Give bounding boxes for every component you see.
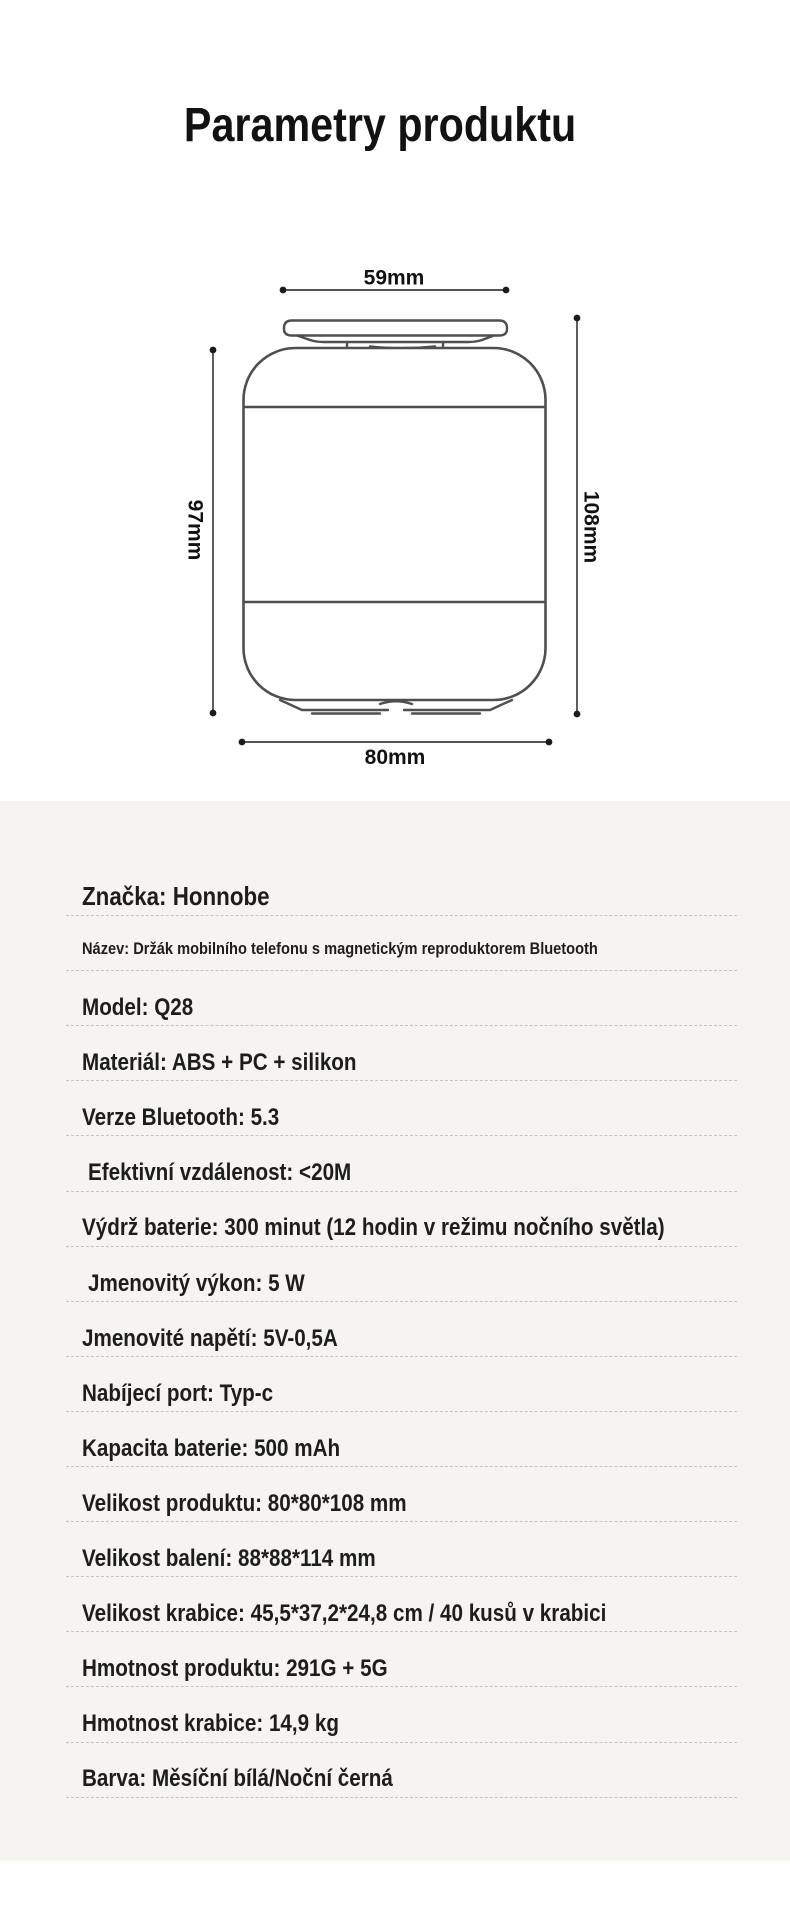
spec-row-text: Hmotnost produktu: 291G + 5G <box>82 1655 388 1683</box>
spec-row <box>66 916 737 971</box>
spec-row <box>66 1136 737 1191</box>
spec-row-text: Kapacita baterie: 500 mAh <box>82 1434 341 1462</box>
product-diagram-svg <box>150 255 660 775</box>
spec-row <box>66 1687 737 1742</box>
product-top-plate <box>284 321 507 350</box>
product-body <box>244 348 546 700</box>
dimension-right <box>574 315 581 718</box>
spec-row-text: Velikost balení: 88*88*114 mm <box>82 1545 376 1573</box>
spec-row-text: Nabíjecí port: Typ-c <box>82 1379 274 1407</box>
spec-row <box>66 861 737 916</box>
page-title <box>0 101 760 151</box>
spec-row <box>66 1081 737 1136</box>
spec-row-text: Model: Q28 <box>82 994 194 1022</box>
spec-list <box>66 801 737 1798</box>
spec-row-text: Značka: Honnobe <box>82 880 270 911</box>
spec-row-text: Verze Bluetooth: 5.3 <box>82 1104 280 1132</box>
dimension-bottom <box>239 739 553 746</box>
spec-row-text: Jmenovité napětí: 5V-0,5A <box>82 1324 338 1352</box>
spec-row <box>66 1522 737 1577</box>
spec-row <box>66 1357 737 1412</box>
spec-row <box>66 1743 737 1798</box>
spec-panel <box>0 801 790 1861</box>
dim-left-label: 97mm <box>183 499 207 561</box>
spec-row-text: Efektivní vzdálenost: <20M <box>88 1159 352 1187</box>
spec-row-text: Velikost krabice: 45,5*37,2*24,8 cm / 40 kusů v krabici <box>82 1600 607 1628</box>
spec-row <box>66 1192 737 1247</box>
page-title-text: Parametry produktu <box>183 99 577 152</box>
spec-row-text: Jmenovitý výkon: 5 W <box>88 1269 305 1297</box>
dim-right-label: 108mm <box>579 490 603 564</box>
spec-row <box>66 1412 737 1467</box>
product-diagram <box>150 255 660 775</box>
spec-row <box>66 971 737 1026</box>
spec-row-text: Materiál: ABS + PC + silikon <box>82 1049 357 1077</box>
spec-row <box>66 1632 737 1687</box>
spec-row <box>66 1467 737 1522</box>
spec-row-text: Hmotnost krabice: 14,9 kg <box>82 1710 339 1738</box>
spec-row-text: Velikost produktu: 80*80*108 mm <box>82 1489 407 1517</box>
product-base <box>280 700 512 714</box>
spec-row <box>66 1577 737 1632</box>
dimension-left <box>210 347 217 717</box>
spec-row-text: Výdrž baterie: 300 minut (12 hodin v režimu nočního světla) <box>82 1214 665 1242</box>
spec-row <box>66 1302 737 1357</box>
dim-top-label: 59mm <box>363 266 425 290</box>
spec-row-text: Název: Držák mobilního telefonu s magnetickým reproduktorem Bluetooth <box>82 939 598 959</box>
spec-row <box>66 1247 737 1302</box>
dim-bottom-label: 80mm <box>364 746 426 769</box>
spec-row-text: Barva: Měsíční bílá/Noční černá <box>82 1765 393 1793</box>
spec-row <box>66 1026 737 1081</box>
